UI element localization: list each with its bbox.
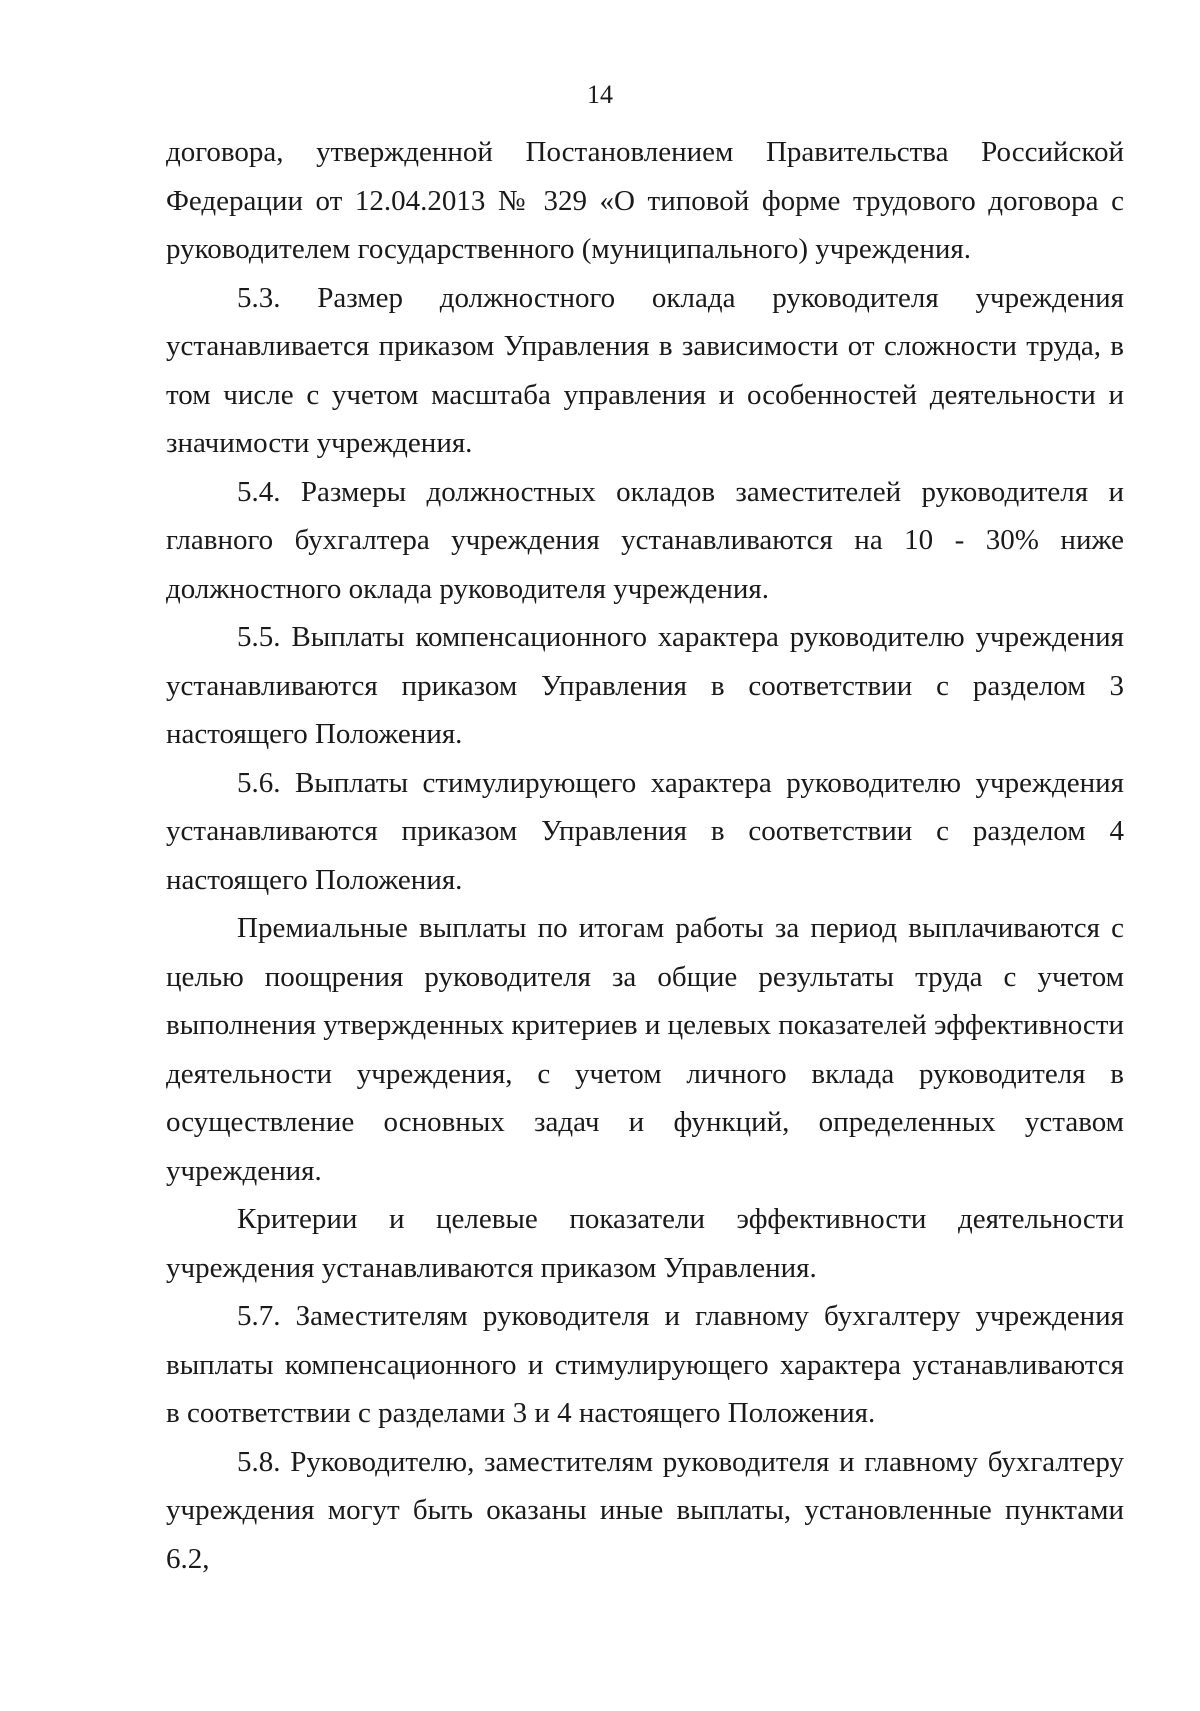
page-number: 14	[587, 80, 613, 109]
paragraph-5-6: 5.6. Выплаты стимулирующего характера руководителю учреждения устанавливаются приказом Управления в соответствии с разделом 4 настоящего Положения.	[166, 766, 1124, 896]
paragraph-5-4: 5.4. Размеры должностных окладов заместителей руководителя и главного бухгалтера учреждения устанавливаются на 10 - 30% ниже должностного оклада руководителя учреждения.	[166, 475, 1124, 605]
paragraph-bonus-payments: Премиальные выплаты по итогам работы за период выплачиваются с целью поощрения руководителя за общие результаты труда с учетом выполнения утвержденных критериев и целевых показателей эффективности деятельности учреждения, с учетом личного вклада руководителя в осуществление основных задач и функций, определенных уставом учреждения.	[166, 912, 1124, 1187]
paragraph-5-8: 5.8. Руководителю, заместителям руководителя и главному бухгалтеру учреждения могут быть оказаны иные выплаты, установленные пунктами 6.2,	[166, 1445, 1124, 1575]
paragraph-5-3: 5.3. Размер должностного оклада руководителя учреждения устанавливается приказом Управления в зависимости от сложности труда, в том числе с учетом масштаба управления и особенностей деятельности и значимости учреждения.	[166, 281, 1124, 459]
paragraph-criteria: Критерии и целевые показатели эффективности деятельности учреждения устанавливаются приказом Управления.	[166, 1203, 1124, 1284]
paragraph-5-7: 5.7. Заместителям руководителя и главному бухгалтеру учреждения выплаты компенсационного и стимулирующего характера устанавливаются в соответствии с разделами 3 и 4 настоящего Положения.	[166, 1300, 1124, 1429]
document-body	[166, 128, 1124, 1583]
paragraph-contract-reference: договора, утвержденной Постановлением Правительства Российской Федерации от 12.04.2013 № 329 «О типовой форме трудового договора с руководителем государственного (муниципального) учреждения.	[166, 136, 1124, 265]
paragraph-5-5: 5.5. Выплаты компенсационного характера руководителю учреждения устанавливаются приказом Управления в соответствии с разделом 3 настоящего Положения.	[166, 621, 1124, 750]
